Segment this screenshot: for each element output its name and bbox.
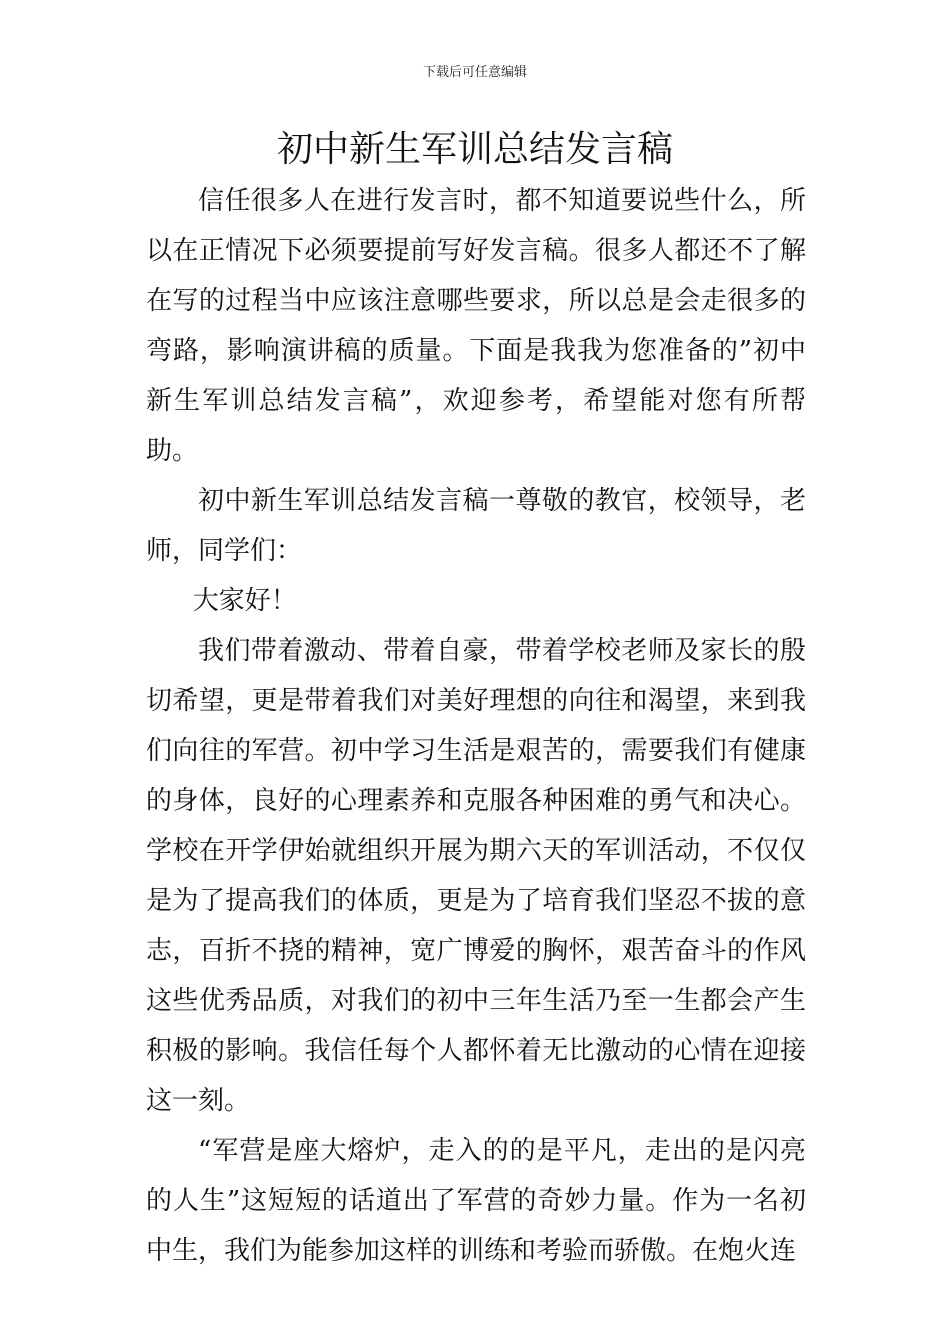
- paragraph-intro: 信任很多人在进行发言时，都不知道要说些什么，所以在正情况下必须要提前写好发言稿。很多人都还不了解在写的过程当中应该注意哪些要求，所以总是会走很多的弯路，影响演讲稿的质量。下面是我我为您准备的”初中新生军训总结发言稿”，欢迎参考，希望能对您有所帮助。: [146, 186, 806, 466]
- paragraph-main: 我们带着激动、带着自豪，带着学校老师及家长的殷切希望，更是带着我们对美好理想的向往和渴望，来到我们向往的军营。初中学习生活是艰苦的，需要我们有健康的身体，良好的心理素养和克服各种困难的勇气和决心。学校在开学伊始就组织开展为期六天的军训活动，不仅仅是为了提高我们的体质，更是为了培育我们坚忍不拔的意志，百折不挠的精神，宽广博爱的胸怀，艰苦奋斗的作风这些优秀品质，对我们的初中三年生活乃至一生都会产生积极的影响。我信任每个人都怀着无比激动的心情在迎接这一刻。: [146, 636, 806, 1116]
- paragraph-salutation: 初中新生军训总结发言稿一尊敬的教官，校领导，老师，同学们：: [146, 486, 806, 566]
- document-body: [146, 176, 806, 1276]
- download-note: 下载后可任意编辑: [422, 65, 527, 80]
- paragraph-greeting: 大家好！: [192, 586, 297, 616]
- paragraph-military-camp: “军营是座大熔炉，走入的的是平凡，走出的是闪亮的人生”这短短的话道出了军营的奇妙力量。作为一名初中生，我们为能参加这样的训练和考验而骄傲。在炮火连: [146, 1136, 806, 1266]
- document-title: 初中新生军训总结发言稿: [276, 129, 673, 170]
